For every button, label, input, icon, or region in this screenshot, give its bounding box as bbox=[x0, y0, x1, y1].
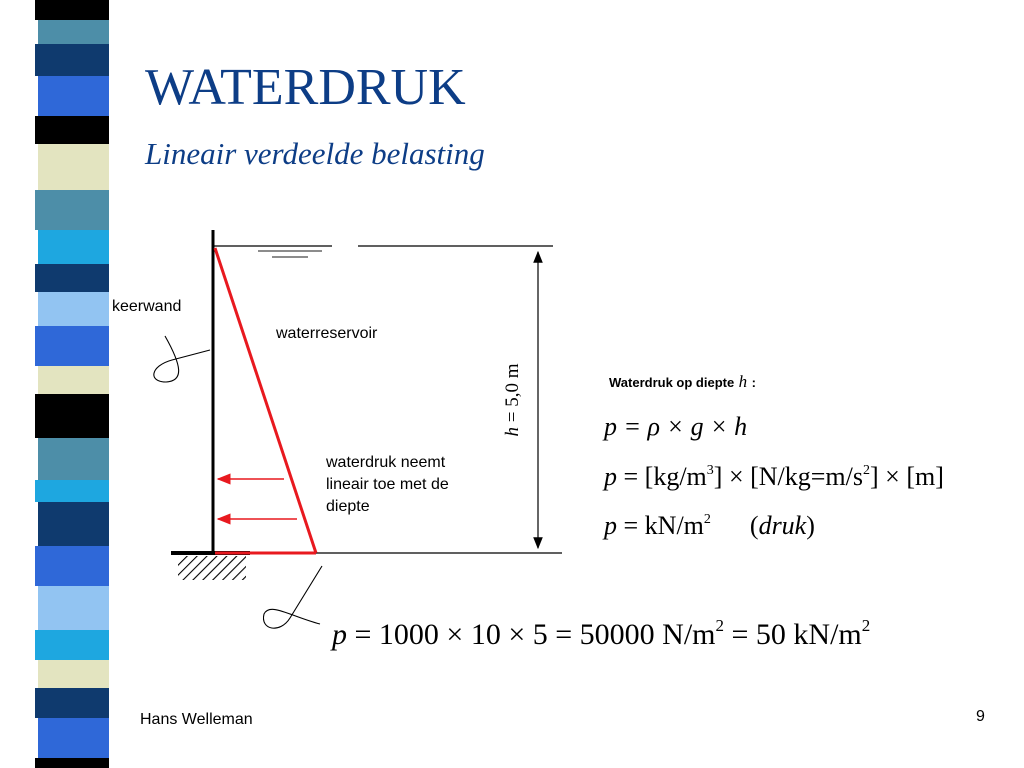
slide-subtitle: Lineair verdeelde belasting bbox=[145, 136, 485, 171]
final-formula-sup2: 2 bbox=[861, 616, 871, 635]
label-keerwand: keerwand bbox=[112, 298, 182, 315]
formula-heading-text: Waterdruk op diepte bbox=[609, 375, 735, 390]
formula-1 bbox=[604, 412, 747, 442]
height-label bbox=[502, 364, 524, 437]
final-formula-p: p bbox=[332, 618, 347, 651]
final-formula-a: = 1000 × 10 × 5 = 50000 N/m bbox=[354, 618, 716, 651]
slide-title: WATERDRUK bbox=[145, 59, 466, 116]
formula-3-open: ( bbox=[749, 511, 759, 540]
formula-3-close: ) bbox=[806, 511, 815, 540]
wall-leader bbox=[154, 336, 210, 382]
formula-1-rest: = ρ × g × h bbox=[623, 412, 748, 441]
formula-2-a: = [kg/m bbox=[623, 462, 707, 491]
label-waterreservoir: waterreservoir bbox=[276, 325, 378, 342]
formula-2-sup1: 3 bbox=[706, 463, 714, 478]
formula-3-a: = kN/m bbox=[623, 511, 704, 540]
final-formula-b: = 50 kN/m bbox=[724, 618, 862, 651]
formula-3-word: druk bbox=[758, 511, 807, 540]
formula-heading bbox=[609, 372, 756, 392]
final-formula-sup1: 2 bbox=[715, 616, 725, 635]
formula-2-b: ] × [N/kg=m/s bbox=[713, 462, 863, 491]
formula-2-c: ] × [m] bbox=[870, 462, 944, 491]
formula-2 bbox=[604, 462, 944, 492]
pressure-line bbox=[215, 248, 316, 553]
final-formula bbox=[332, 616, 870, 652]
formula-3-p: p bbox=[604, 511, 617, 540]
formula-3 bbox=[604, 511, 815, 541]
formula-2-p: p bbox=[604, 462, 617, 491]
formula-2-sup2: 2 bbox=[863, 463, 870, 478]
height-label-value: = 5,0 m bbox=[502, 363, 523, 423]
formula-1-p: p bbox=[604, 412, 617, 441]
height-label-var: h bbox=[502, 427, 523, 437]
formula-3-sup: 2 bbox=[703, 512, 711, 527]
ground-hatch bbox=[178, 556, 246, 580]
formula-leader bbox=[263, 566, 322, 628]
page-number: 9 bbox=[976, 708, 985, 725]
formula-heading-var: h bbox=[738, 372, 748, 391]
formula-heading-suffix: : bbox=[751, 375, 756, 390]
footer-author: Hans Welleman bbox=[140, 711, 253, 728]
label-pressure-increase: waterdruk neemt lineair toe met de diepte bbox=[326, 454, 449, 515]
